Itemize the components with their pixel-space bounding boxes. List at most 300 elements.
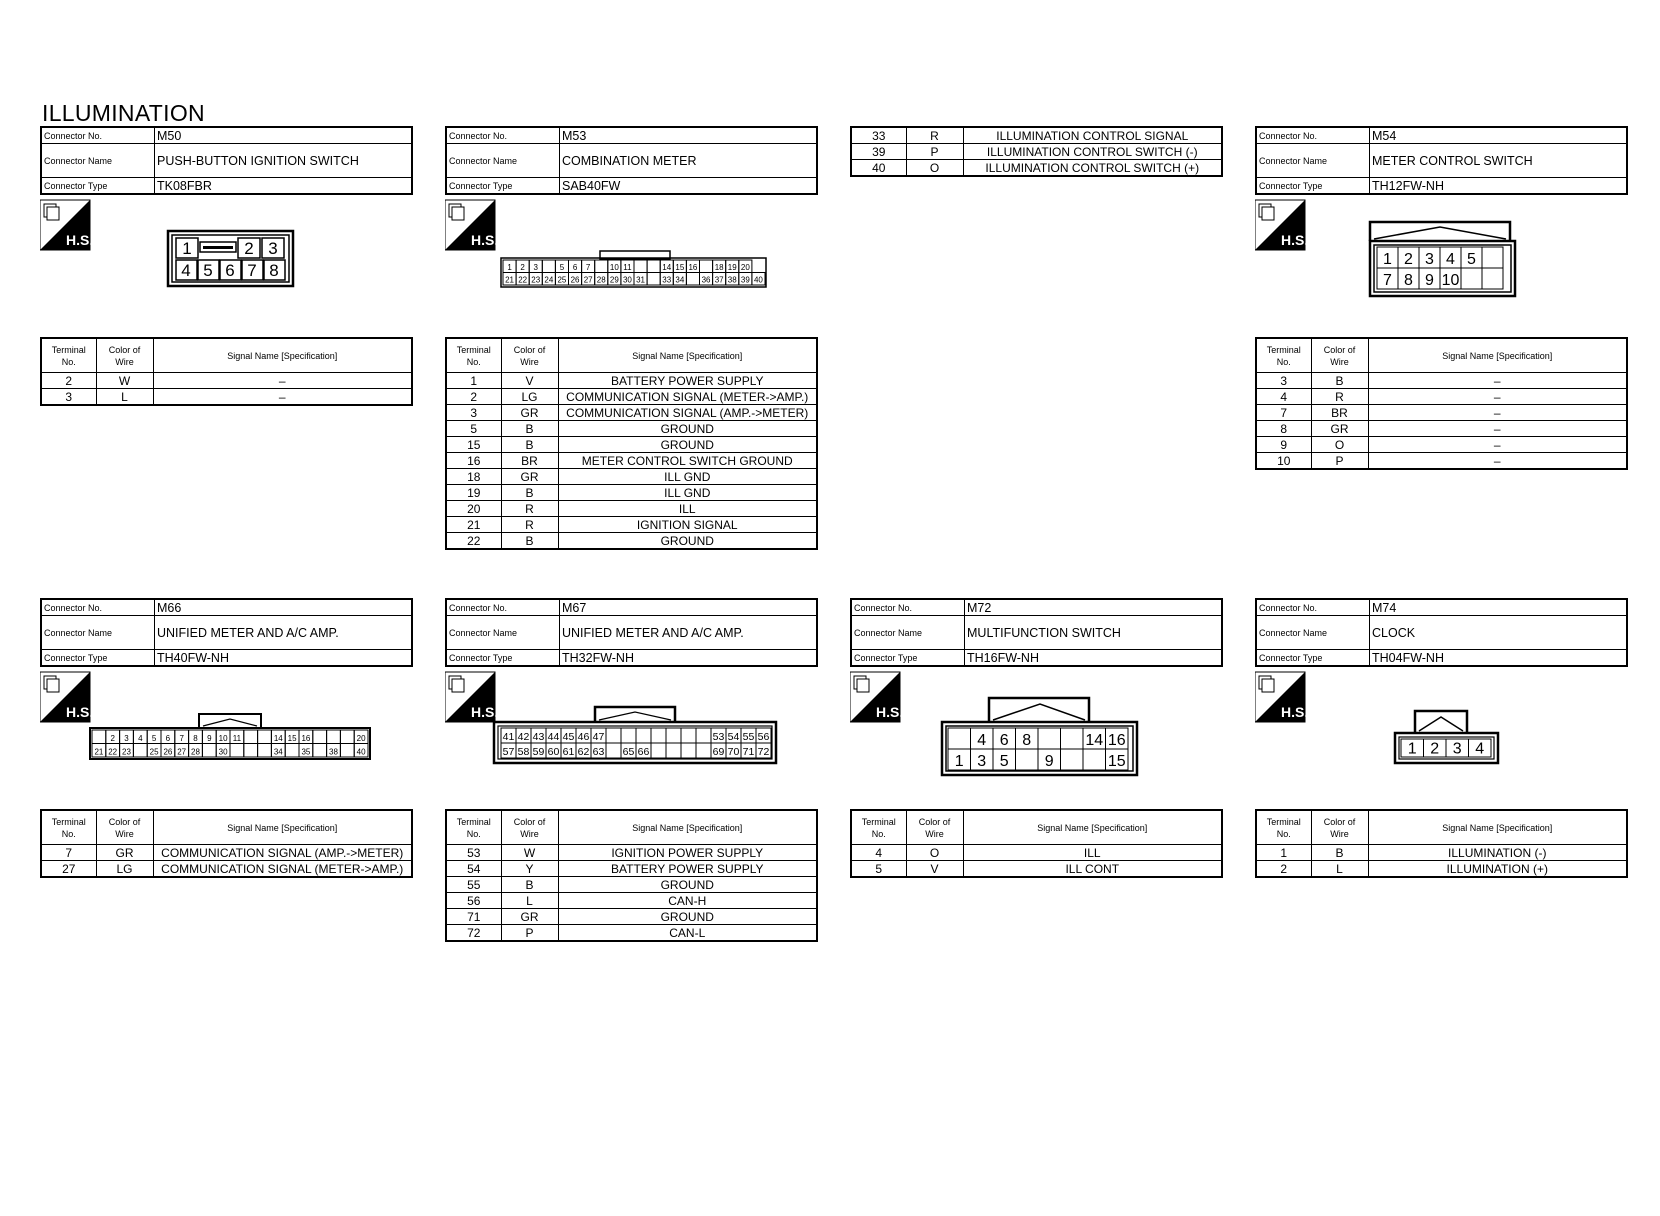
pin-cell — [244, 744, 258, 758]
pin-label: 21 — [505, 275, 515, 285]
pin-cell — [651, 743, 666, 758]
connector-type-label: Connector Type — [446, 178, 560, 195]
pin-cell — [666, 743, 681, 758]
pin-label: 61 — [562, 746, 575, 758]
pin-cell — [1016, 749, 1039, 770]
table-row: 3 L – — [41, 389, 412, 406]
pin-label: 28 — [596, 275, 606, 285]
table-row: 7 GR COMMUNICATION SIGNAL (AMP.->METER) — [41, 845, 412, 861]
connector-name-label: Connector Name — [41, 616, 155, 650]
pin-label: 29 — [609, 275, 619, 285]
pin-label: 62 — [577, 746, 590, 758]
signal-name-header: Signal Name [Specification] — [558, 338, 817, 373]
table-row: 16 BR METER CONTROL SWITCH GROUND — [446, 453, 817, 469]
pin-label: 2 — [244, 239, 254, 258]
pin-label: 33 — [662, 275, 672, 285]
table-row: 7 BR – — [1256, 405, 1627, 421]
pin-label: 16 — [688, 263, 698, 272]
pin-cell — [244, 730, 258, 744]
table-row: 3 B – — [1256, 373, 1627, 389]
pin-label: 15 — [1107, 752, 1126, 770]
pin-label: 54 — [727, 731, 740, 743]
pin-label: 2 — [520, 263, 525, 272]
table-row: 40 O ILLUMINATION CONTROL SWITCH (+) — [851, 160, 1222, 177]
connector-name-label: Connector Name — [851, 616, 965, 650]
pin-label: 53 — [712, 731, 725, 743]
hs-badge-icon — [445, 672, 498, 722]
pin-label: 39 — [740, 275, 750, 285]
pin-label: 15 — [287, 733, 297, 743]
connector-no-value: M50 — [155, 127, 413, 144]
table-row: 2 LG COMMUNICATION SIGNAL (METER->AMP.) — [446, 389, 817, 405]
pin-label: 8 — [193, 733, 198, 743]
connector-name-value: COMBINATION METER — [560, 144, 818, 178]
terminal-no-header: Terminal No. — [446, 810, 501, 845]
pin-cell — [285, 744, 299, 758]
pin-label: 25 — [149, 747, 159, 757]
pin-label: 25 — [557, 275, 567, 285]
pin-label: 9 — [1044, 752, 1054, 770]
pin-cell — [1061, 749, 1084, 770]
pin-label: 8 — [1022, 731, 1032, 749]
pin-label: 3 — [124, 733, 129, 743]
pin-cell — [258, 730, 272, 744]
pin-cell — [681, 743, 696, 758]
pin-label: 72 — [757, 746, 770, 758]
pin-cell — [340, 744, 354, 758]
hs-badge-icon — [40, 672, 93, 722]
table-row: 72 P CAN-L — [446, 925, 817, 942]
table-row: 15 B GROUND — [446, 437, 817, 453]
pin-label: 41 — [502, 731, 515, 743]
table-row: 21 R IGNITION SIGNAL — [446, 517, 817, 533]
color-of-wire-header: Color of Wire — [501, 810, 558, 845]
hs-badge-text: H.S. — [471, 232, 499, 248]
connector-type-value: TH32FW-NH — [560, 650, 818, 667]
table-row: 33 R ILLUMINATION CONTROL SIGNAL — [851, 127, 1222, 144]
hs-badge-text: H.S. — [66, 704, 94, 720]
connector-no-value: M67 — [560, 599, 818, 616]
pin-cell — [1461, 268, 1482, 289]
connector-no-label: Connector No. — [41, 599, 155, 616]
terminal-table — [40, 337, 413, 406]
hs-badge-icon — [1255, 672, 1308, 722]
hs-badge-icon — [850, 672, 903, 722]
pin-label: 5 — [559, 263, 565, 272]
table-row: 19 B ILL GND — [446, 485, 817, 501]
table-row: 8 GR – — [1256, 421, 1627, 437]
pin-label: 26 — [163, 747, 173, 757]
connector-no-value: M72 — [965, 599, 1223, 616]
terminal-table — [1255, 809, 1628, 878]
connector-name-value: CLOCK — [1370, 616, 1628, 650]
color-of-wire-header: Color of Wire — [501, 338, 558, 373]
pin-label: 2 — [1404, 250, 1413, 268]
connector-no-value: M66 — [155, 599, 413, 616]
pin-label: 56 — [757, 731, 770, 743]
connector-no-label: Connector No. — [851, 599, 965, 616]
pin-cell — [621, 728, 636, 743]
connector-header-table — [850, 598, 1223, 667]
signal-name-header: Signal Name [Specification] — [153, 338, 412, 373]
signal-name-header: Signal Name [Specification] — [153, 810, 412, 845]
table-row: 55 B GROUND — [446, 877, 817, 893]
pin-label: 60 — [547, 746, 560, 758]
pin-label: 31 — [636, 275, 646, 285]
connector-header-table — [40, 126, 413, 195]
pin-label: 8 — [1404, 271, 1413, 289]
connector-type-label: Connector Type — [851, 650, 965, 667]
pin-label: 24 — [544, 275, 554, 285]
pin-cell — [1083, 749, 1106, 770]
connector-block-m53-continued — [850, 126, 1223, 177]
terminal-table — [445, 337, 818, 550]
connector-diagram — [40, 199, 413, 314]
pin-label: 65 — [622, 746, 635, 758]
pin-label: 63 — [592, 746, 605, 758]
connector-name-label: Connector Name — [1256, 144, 1370, 178]
hs-badge-icon — [1255, 200, 1308, 250]
pin-label: 1 — [1407, 740, 1417, 758]
connector-block-m50 — [40, 126, 413, 404]
pin-label: 3 — [977, 752, 987, 770]
pin-cell — [92, 730, 106, 744]
connector-no-label: Connector No. — [446, 127, 560, 144]
table-row: 5 V ILL CONT — [851, 861, 1222, 878]
pin-label: 1 — [507, 263, 512, 272]
pin-label: 40 — [356, 747, 366, 757]
connector-type-value: TK08FBR — [155, 178, 413, 195]
pin-cell — [666, 728, 681, 743]
pin-label: 27 — [177, 747, 187, 757]
connector-no-label: Connector No. — [1256, 599, 1370, 616]
pin-label: 11 — [623, 263, 632, 272]
signal-name-header: Signal Name [Specification] — [963, 810, 1222, 845]
pin-label: 38 — [329, 747, 338, 757]
pin-label: 36 — [701, 275, 711, 285]
table-row: 1 V BATTERY POWER SUPPLY — [446, 373, 817, 389]
connector-no-value: M53 — [560, 127, 818, 144]
hs-badge-text: H.S. — [1281, 232, 1309, 248]
pin-grid — [1377, 247, 1503, 289]
pin-grid — [948, 728, 1128, 770]
pin-label: 4 — [1446, 250, 1455, 268]
pin-label: 55 — [742, 731, 755, 743]
terminal-no-header: Terminal No. — [1256, 338, 1311, 373]
color-of-wire-header: Color of Wire — [96, 810, 153, 845]
signal-name-header: Signal Name [Specification] — [558, 810, 817, 845]
pin-label: 3 — [1425, 250, 1434, 268]
hs-badge-text: H.S. — [66, 232, 94, 248]
connector-header-table — [445, 598, 818, 667]
connector-header-table — [445, 126, 818, 195]
connector-name-label: Connector Name — [1256, 616, 1370, 650]
connector-name-value: METER CONTROL SWITCH — [1370, 144, 1628, 178]
pin-label: 59 — [532, 746, 545, 758]
pin-label: 45 — [562, 731, 575, 743]
pin-label: 10 — [218, 733, 228, 743]
pin-label: 6 — [572, 263, 578, 272]
pin-label: 71 — [742, 746, 755, 758]
pin-label: 28 — [191, 747, 200, 757]
connector-no-value: M54 — [1370, 127, 1628, 144]
connector-header-table — [1255, 126, 1628, 195]
connector-type-label: Connector Type — [1256, 650, 1370, 667]
pin-cell — [647, 273, 660, 286]
pin-cell — [327, 730, 341, 744]
pin-cell — [634, 260, 647, 273]
connector-name-value: MULTIFUNCTION SWITCH — [965, 616, 1223, 650]
terminal-table-continued — [850, 126, 1223, 177]
pin-label: 2 — [110, 733, 115, 743]
table-row: 71 GR GROUND — [446, 909, 817, 925]
pin-label: 5 — [1467, 250, 1476, 268]
pin-label: 7 — [1383, 271, 1392, 289]
pin-label: 2 — [1430, 740, 1440, 758]
pin-cell — [542, 260, 555, 273]
pin-label: 19 — [727, 263, 737, 272]
connector-type-value: TH16FW-NH — [965, 650, 1223, 667]
pin-label: 46 — [577, 731, 590, 743]
pin-label: 66 — [637, 746, 650, 758]
pin-label: 6 — [165, 733, 171, 743]
table-row: 27 LG COMMUNICATION SIGNAL (METER->AMP.) — [41, 861, 412, 878]
pin-label: 57 — [502, 746, 515, 758]
pin-label: 23 — [122, 747, 131, 757]
connector-no-value: M74 — [1370, 599, 1628, 616]
pin-label: 4 — [1475, 740, 1485, 758]
pin-cell — [606, 743, 621, 758]
connector-block-m66 — [40, 598, 413, 876]
pin-label: 43 — [532, 731, 545, 743]
pin-label: 26 — [570, 275, 580, 285]
connector-name-value: UNIFIED METER AND A/C AMP. — [560, 616, 818, 650]
pin-label: 5 — [151, 733, 157, 743]
connector-name-value: UNIFIED METER AND A/C AMP. — [155, 616, 413, 650]
hs-badge-icon — [40, 200, 93, 250]
pin-label: 14 — [662, 263, 672, 272]
connector-diagram — [445, 199, 818, 314]
connector-name-label: Connector Name — [41, 144, 155, 178]
pin-label: 10 — [609, 263, 619, 272]
pin-label: 7 — [247, 261, 257, 280]
connector-block-m54 — [1255, 126, 1628, 468]
hs-badge-text: H.S. — [1281, 704, 1309, 720]
pin-row-bottom — [176, 260, 285, 280]
pin-grid — [503, 260, 765, 285]
pin-label: 37 — [714, 275, 724, 285]
pin-grid — [92, 730, 368, 757]
pin-cell — [133, 744, 147, 758]
terminal-table — [850, 809, 1223, 878]
pin-label: 14 — [273, 733, 283, 743]
pin-label: 1 — [182, 239, 192, 258]
pin-cell — [202, 744, 216, 758]
pin-label: 16 — [1107, 731, 1126, 749]
connector-no-label: Connector No. — [41, 127, 155, 144]
connector-diagram — [445, 671, 818, 786]
table-row: 3 GR COMMUNICATION SIGNAL (AMP.->METER) — [446, 405, 817, 421]
pin-label: 1 — [954, 752, 964, 770]
pin-cell — [651, 728, 666, 743]
table-row: 20 R ILL — [446, 501, 817, 517]
pin-label: 58 — [517, 746, 530, 758]
pin-label: 35 — [301, 747, 311, 757]
table-row: 4 R – — [1256, 389, 1627, 405]
pin-cell — [606, 728, 621, 743]
pin-label: 7 — [179, 733, 184, 743]
connector-diagram — [1255, 199, 1628, 314]
connector-block-m67 — [445, 598, 818, 940]
table-row: 2 L ILLUMINATION (+) — [1256, 861, 1627, 878]
pin-label: 6 — [225, 261, 235, 280]
pin-row-top — [176, 238, 284, 258]
pin-cell — [696, 743, 711, 758]
pin-label: 44 — [547, 731, 560, 743]
pin-cell — [340, 730, 354, 744]
pin-label: 38 — [727, 275, 737, 285]
table-row: 1 B ILLUMINATION (-) — [1256, 845, 1627, 861]
table-row: 18 GR ILL GND — [446, 469, 817, 485]
pin-label: 40 — [753, 275, 763, 285]
pin-label: 6 — [999, 731, 1009, 749]
table-row: 2 W – — [41, 373, 412, 389]
pin-label: 23 — [531, 275, 541, 285]
pin-label: 70 — [727, 746, 740, 758]
page-title: ILLUMINATION — [42, 100, 205, 126]
pin-label: 14 — [1085, 731, 1104, 749]
pin-cell — [1061, 728, 1084, 749]
terminal-table — [40, 809, 413, 878]
table-row: 10 P – — [1256, 453, 1627, 470]
pin-cell — [681, 728, 696, 743]
pin-label: 20 — [356, 733, 366, 743]
pin-label: 18 — [714, 263, 724, 272]
pin-cell — [258, 744, 272, 758]
table-row: 9 O – — [1256, 437, 1627, 453]
pin-label: 34 — [273, 747, 283, 757]
pin-label: 3 — [533, 263, 538, 272]
terminal-no-header: Terminal No. — [851, 810, 906, 845]
table-row: 39 P ILLUMINATION CONTROL SWITCH (-) — [851, 144, 1222, 160]
connector-no-label: Connector No. — [446, 599, 560, 616]
pin-label: 4 — [138, 733, 143, 743]
pin-cell — [1482, 247, 1503, 268]
pin-cell — [647, 260, 660, 273]
pin-cell — [948, 728, 971, 749]
connector-diagram — [850, 671, 1223, 786]
pin-label: 5 — [203, 261, 213, 280]
color-of-wire-header: Color of Wire — [1311, 810, 1368, 845]
connector-header-table — [1255, 598, 1628, 667]
pin-label: 7 — [585, 263, 591, 272]
pin-label: 22 — [108, 747, 118, 757]
color-of-wire-header: Color of Wire — [96, 338, 153, 373]
table-row: 22 B GROUND — [446, 533, 817, 550]
pin-label: 1 — [1383, 250, 1392, 268]
connector-block-m53 — [445, 126, 818, 548]
hs-badge-icon — [445, 200, 498, 250]
connector-block-m72 — [850, 598, 1223, 876]
terminal-table — [1255, 337, 1628, 470]
pin-grid — [501, 728, 771, 758]
connector-type-value: TH12FW-NH — [1370, 178, 1628, 195]
pin-label: 8 — [269, 261, 279, 280]
connector-type-label: Connector Type — [446, 650, 560, 667]
table-row: 4 O ILL — [851, 845, 1222, 861]
connector-type-value: SAB40FW — [560, 178, 818, 195]
terminal-no-header: Terminal No. — [446, 338, 501, 373]
connector-type-value: TH40FW-NH — [155, 650, 413, 667]
pin-cell — [230, 744, 244, 758]
pin-label: 20 — [740, 263, 750, 272]
table-row: 53 W IGNITION POWER SUPPLY — [446, 845, 817, 861]
signal-name-header: Signal Name [Specification] — [1368, 810, 1627, 845]
pin-label: 3 — [1452, 740, 1462, 758]
pin-label: 27 — [583, 275, 593, 285]
pin-label: 34 — [675, 275, 685, 285]
hs-badge-text: H.S. — [876, 704, 904, 720]
connector-type-value: TH04FW-NH — [1370, 650, 1628, 667]
connector-no-label: Connector No. — [1256, 127, 1370, 144]
pin-cell — [686, 273, 699, 286]
connector-type-label: Connector Type — [1256, 178, 1370, 195]
pin-label: 69 — [712, 746, 725, 758]
connector-name-value: PUSH-BUTTON IGNITION SWITCH — [155, 144, 413, 178]
connector-diagram — [40, 671, 413, 786]
pin-label: 47 — [592, 731, 605, 743]
table-row: 5 B GROUND — [446, 421, 817, 437]
pin-cell — [700, 260, 713, 273]
pin-cell — [1482, 268, 1503, 289]
pin-label: 5 — [999, 752, 1009, 770]
terminal-no-header: Terminal No. — [41, 810, 96, 845]
pin-cell — [595, 260, 608, 273]
pin-cell — [696, 728, 711, 743]
connector-header-table — [40, 598, 413, 667]
table-row: 54 Y BATTERY POWER SUPPLY — [446, 861, 817, 877]
connector-block-m74 — [1255, 598, 1628, 876]
pin-label: 4 — [181, 261, 191, 280]
terminal-table — [445, 809, 818, 942]
table-row: 56 L CAN-H — [446, 893, 817, 909]
pin-label: 3 — [268, 239, 278, 258]
pin-label: 10 — [1441, 271, 1460, 289]
connector-name-label: Connector Name — [446, 616, 560, 650]
connector-name-label: Connector Name — [446, 144, 560, 178]
connector-type-label: Connector Type — [41, 650, 155, 667]
pin-label: 16 — [301, 733, 311, 743]
pin-label: 21 — [94, 747, 104, 757]
pin-label: 9 — [1425, 271, 1434, 289]
pin-label: 15 — [675, 263, 685, 272]
pin-cell — [313, 730, 327, 744]
pin-label: 22 — [518, 275, 528, 285]
color-of-wire-header: Color of Wire — [906, 810, 963, 845]
pin-label: 42 — [517, 731, 530, 743]
color-of-wire-header: Color of Wire — [1311, 338, 1368, 373]
terminal-no-header: Terminal No. — [1256, 810, 1311, 845]
pin-cell — [313, 744, 327, 758]
pin-label: 4 — [977, 731, 987, 749]
connector-type-label: Connector Type — [41, 178, 155, 195]
signal-name-header: Signal Name [Specification] — [1368, 338, 1627, 373]
connector-diagram — [1255, 671, 1628, 786]
pin-label: 9 — [207, 733, 212, 743]
pin-label: 11 — [232, 733, 242, 743]
pin-cell — [636, 728, 651, 743]
pin-label: 30 — [218, 747, 228, 757]
